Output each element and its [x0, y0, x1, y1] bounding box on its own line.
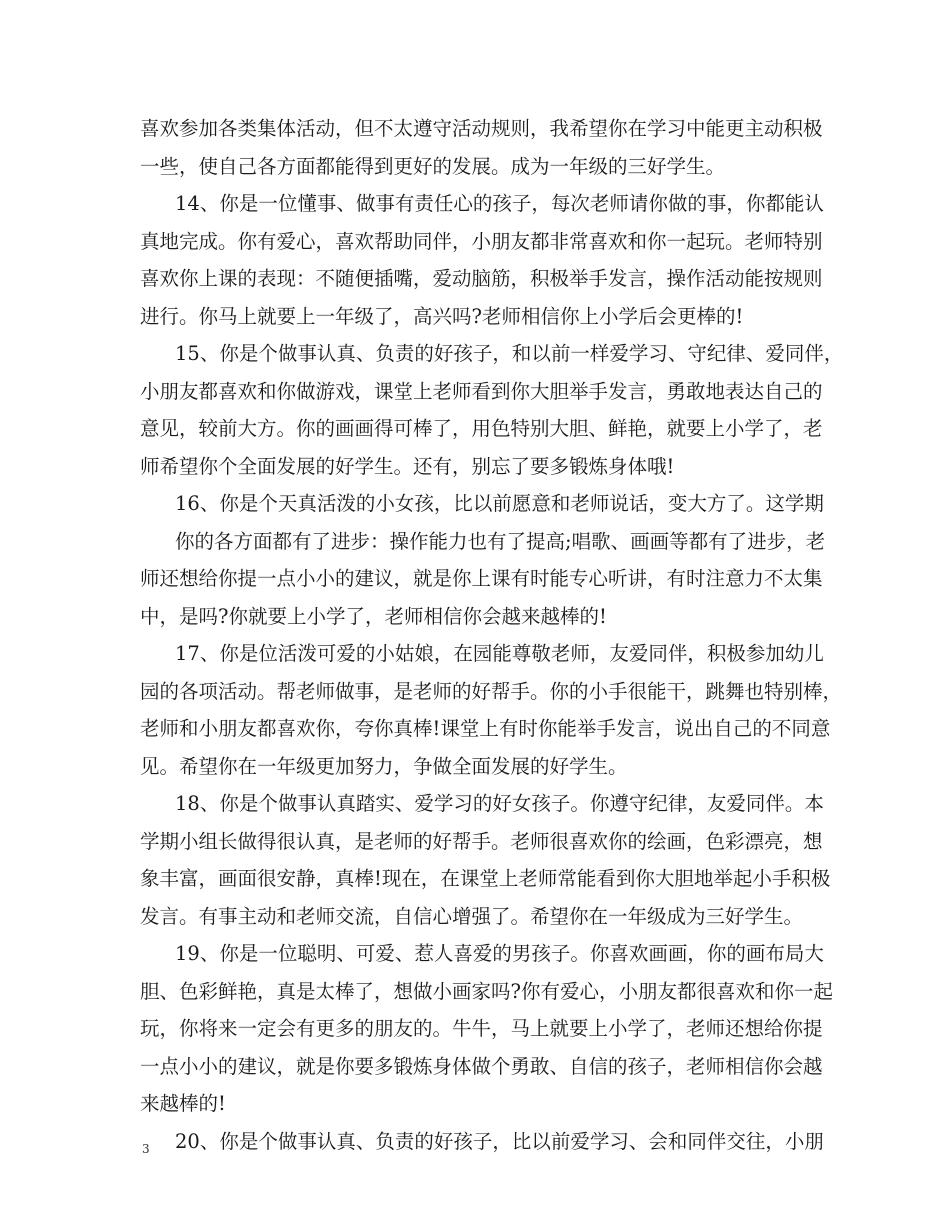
text-line: 象丰富，画面很安静，真棒!现在，在课堂上老师常能看到你大胆地举起小手积极 — [140, 867, 831, 890]
text-line: 17、你是位活泼可爱的小姑娘，在园能尊敬老师，友爱同伴，积极参加幼儿 — [175, 642, 824, 665]
text-line: 胆、色彩鲜艳，真是太棒了，想做小画家吗?你有爱心，小朋友都很喜欢和你一起 — [140, 979, 833, 1003]
text-line: 发言。有事主动和老师交流，自信心增强了。希望你在一年级成为三好学生。 — [140, 904, 804, 928]
text-line: 师还想给你提一点小小的建议，就是你上课有时能专心听讲，有时注意力不太集 — [140, 567, 823, 590]
text-line: 进行。你马上就要上一年级了，高兴吗?老师相信你上小学后会更棒的! — [140, 304, 744, 328]
text-line: 16、你是个天真活泼的小女孩，比以前愿意和老师说话，变大方了。这学期 — [175, 492, 824, 515]
text-line: 20、你是个做事认真、负责的好孩子，比以前爱学习、会和同伴交往，小朋 — [175, 1129, 824, 1153]
text-line: 一点小小的建议，就是你要多锻炼身体做个勇敢、自信的孩子，老师相信你会越 — [140, 1054, 823, 1078]
text-line: 喜欢你上课的表现：不随便插嘴，爱动脑筋，积极举手发言，操作活动能按规则 — [140, 267, 823, 290]
text-line: 你的各方面都有了进步：操作能力也有了提高;唱歌、画画等都有了进步，老 — [175, 529, 826, 553]
text-line: 小朋友都喜欢和你做游戏，课堂上老师看到你大胆举手发言，勇敢地表达自己的 — [140, 379, 823, 403]
text-line: 来越棒的! — [140, 1092, 226, 1115]
text-line: 见。希望你在一年级更加努力，争做全面发展的好学生。 — [140, 754, 628, 778]
text-line: 喜欢参加各类集体活动，但不太遵守活动规则，我希望你在学习中能更主动积极 — [140, 117, 823, 140]
text-line: 19、你是一位聪明、可爱、惹人喜爱的男孩子。你喜欢画画，你的画布局大 — [175, 942, 824, 965]
text-line: 师希望你个全面发展的好学生。还有，别忘了要多锻炼身体哦! — [140, 454, 675, 478]
text-line: 意见，较前大方。你的画画得可棒了，用色特别大胆、鲜艳，就要上小学了，老 — [140, 417, 823, 440]
text-line: 15、你是个做事认真、负责的好孩子，和以前一样爱学习、守纪律、爱同伴， — [175, 342, 844, 365]
text-line: 园的各项活动。帮老师做事，是老师的好帮手。你的小手很能干，跳舞也特别棒， — [140, 679, 843, 703]
body-text — [140, 110, 844, 1160]
text-line: 玩，你将来一定会有更多的朋友的。牛牛，马上就要上小学了，老师还想给你提 — [140, 1017, 823, 1040]
text-line: 18、你是个做事认真踏实、爱学习的好女孩子。你遵守纪律，友爱同伴。本 — [175, 792, 824, 815]
text-line: 中，是吗?你就要上小学了，老师相信你会越来越棒的! — [140, 604, 607, 628]
text-line: 14、你是一位懂事、做事有责任心的孩子，每次老师请你做的事，你都能认 — [175, 192, 824, 215]
text-line: 一些，使自己各方面都能得到更好的发展。成为一年级的三好学生。 — [140, 154, 726, 178]
page-number: 3 — [142, 1142, 150, 1156]
text-line: 学期小组长做得很认真，是老师的好帮手。老师很喜欢你的绘画，色彩漂亮，想 — [140, 829, 823, 853]
text-line: 真地完成。你有爱心，喜欢帮助同伴，小朋友都非常喜欢和你一起玩。老师特别 — [140, 229, 823, 253]
text-line: 老师和小朋友都喜欢你，夸你真棒!课堂上有时你能举手发言，说出自己的不同意 — [140, 717, 831, 740]
